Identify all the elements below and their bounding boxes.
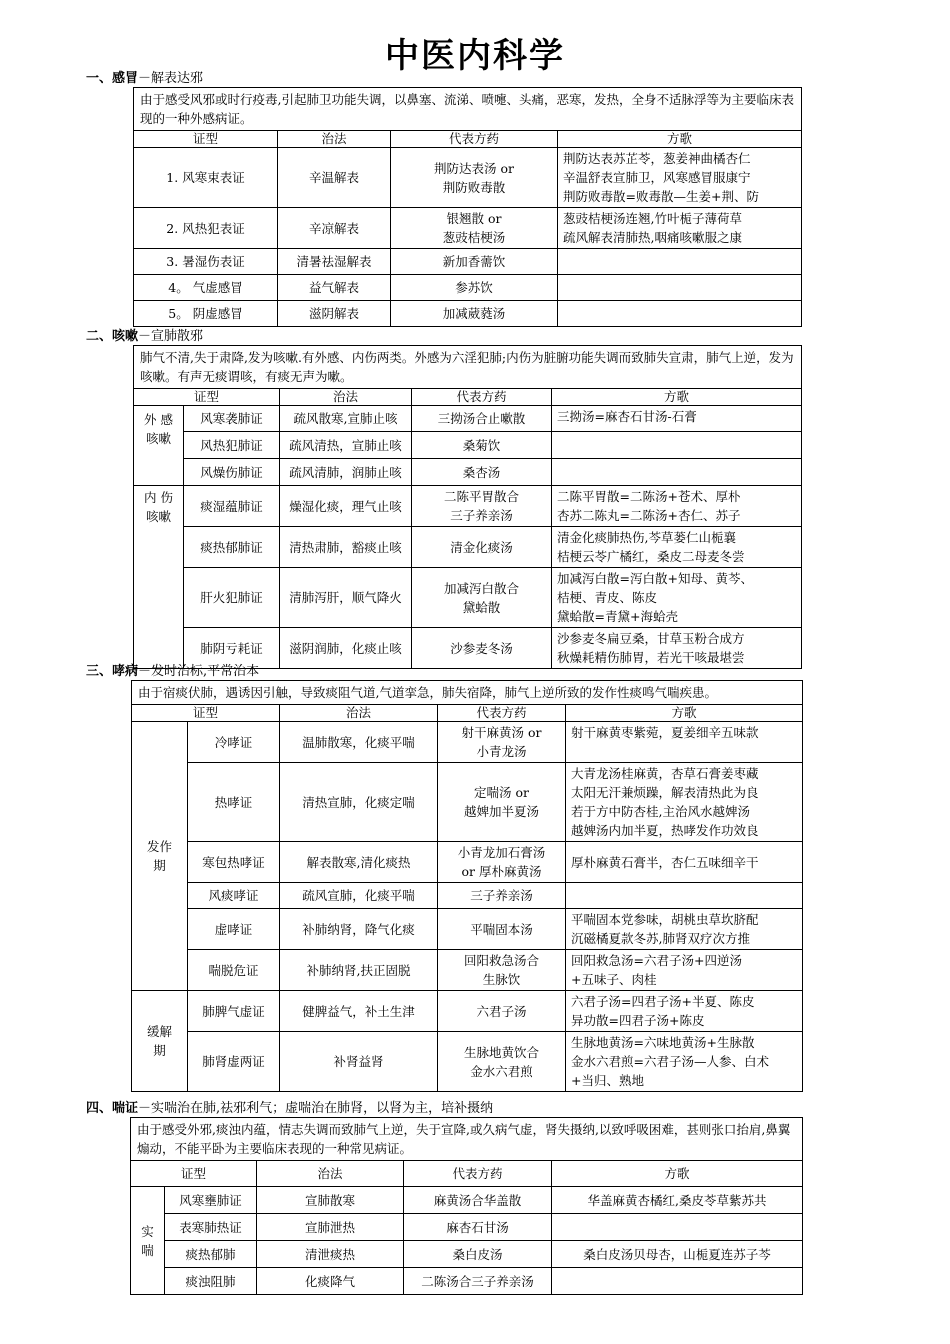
table-row: 肺阴亏耗证 滋阴润肺，化痰止咳 沙参麦冬汤 沙参麦冬扁豆桑，甘草玉粉合成方 秋燥耗精伤肺胃，若光干咳最堪尝 [134, 628, 802, 669]
header-cell: 证型 [132, 705, 280, 722]
table-row: 实 喘 风寒壅肺证 宣肺散寒 麻黄汤合华盖散 华盖麻黄杏橘红,桑皮苓草紫苏共 [131, 1187, 803, 1214]
group-label: 外 感 咳嗽 [134, 406, 184, 486]
table-row: 痰热郁肺证 清热肃肺，豁痰止咳 清金化痰汤 清金化痰肺热伤,芩草蒌仁山栀襄 桔梗云苓广橘红，桑皮二母麦冬尝 [134, 527, 802, 568]
header-cell: 方歌 [552, 389, 802, 406]
table-cough [133, 345, 802, 669]
header-cell: 证型 [134, 131, 278, 148]
section-heading: 一、感冒－解表达邪 [86, 71, 204, 86]
header-cell: 代表方药 [412, 389, 552, 406]
table-row: 风痰哮证 疏风宣肺，化痰平喘 三子养亲汤 [132, 883, 803, 909]
table-row: 3. 暑湿伤表证 清暑祛湿解表 新加香薷饮 [134, 249, 802, 275]
header-cell: 代表方药 [404, 1161, 552, 1187]
group-label: 缓解 期 [132, 991, 188, 1092]
table-row: 4。 气虚感冒 益气解表 参苏饮 [134, 275, 802, 301]
page-title: 中医内科学 [385, 36, 565, 76]
section-cough [86, 329, 802, 669]
table-row: 表寒肺热证 宣肺泄热 麻杏石甘汤 [131, 1214, 803, 1241]
table-cold [133, 87, 802, 327]
section-heading: 四、喘证－实喘治在肺,祛邪利气；虚喘治在肺肾，以肾为主，培补摄纳 [86, 1101, 494, 1116]
table-row: 2. 风热犯表证 辛凉解表 银翘散 or 葱豉桔梗汤 葱豉桔梗汤连翘,竹叶栀子薄荷草 疏风解表清肺热,咽痛咳嗽服之康 [134, 208, 802, 249]
section-cold [86, 71, 802, 327]
section-asthma [86, 664, 803, 1092]
group-label: 实 喘 [131, 1187, 165, 1295]
intro-text: 由于感受外邪,痰浊内蕴，情志失调而致肺气上逆，失于宣降,或久病气虚，肾失摄纳,以致呼吸困难，甚则张口抬肩,鼻翼煽动，不能平卧为主要临床表现的一种常见病证。 [131, 1118, 803, 1161]
table-row: 1. 风寒束表证 辛温解表 荆防达表汤 or 荆防败毒散 荆防达表苏芷苓，葱姜神曲橘杏仁 辛温舒表宣肺卫，风寒感冒服康宁 荆防败毒散=败毒散—生姜+荆、防 [134, 148, 802, 208]
table-row: 5。 阴虚感冒 滋阴解表 加减葳蕤汤 [134, 301, 802, 327]
header-cell: 代表方药 [391, 131, 558, 148]
table-row: 缓解 期 肺脾气虚证 健脾益气，补土生津 六君子汤 六君子汤=四君子汤+半夏、陈皮 异功散=四君子汤+陈皮 [132, 991, 803, 1032]
group-label: 内 伤 咳嗽 [134, 486, 184, 669]
header-cell: 治法 [280, 705, 438, 722]
section-heading: 二、咳嗽－宣肺散邪 [86, 329, 204, 344]
group-label: 发作 期 [132, 722, 188, 991]
table-row: 发作 期 冷哮证 温肺散寒，化痰平喘 射干麻黄汤 or 小青龙汤 射干麻黄枣紫菀，夏姜细辛五味款 [132, 722, 803, 763]
intro-text: 由于宿痰伏肺，遇诱因引触，导致痰阻气道,气道挛急，肺失宿降，肺气上逆所致的发作性痰鸣气喘疾患。 [132, 681, 803, 705]
section-heading: 三、哮病－发时治标,平常治本 [86, 664, 260, 679]
table-row: 热哮证 清热宣肺，化痰定喘 定喘汤 or 越婢加半夏汤 大青龙汤桂麻黄，杏草石膏姜枣藏 太阳无汗兼烦躁，解表清热此为良 若于方中防杏桂,主治风水越婢汤 越婢汤内加半夏，热哮发作功效良 [132, 763, 803, 842]
table-row: 风燥伤肺证 疏风清肺，润肺止咳 桑杏汤 [134, 459, 802, 486]
table-row: 肺肾虚两证 补肾益肾 生脉地黄饮合 金水六君煎 生脉地黄汤=六味地黄汤+生脉散 金水六君煎=六君子汤—人参、白术 +当归、熟地 [132, 1032, 803, 1092]
table-row: 痰热郁肺 清泄痰热 桑白皮汤 桑白皮汤贝母杏，山栀夏连苏子芩 [131, 1241, 803, 1268]
header-cell: 治法 [280, 389, 412, 406]
table-row: 内 伤 咳嗽 痰湿蕴肺证 燥湿化痰，理气止咳 二陈平胃散合 三子养亲汤 二陈平胃散=二陈汤+苍术、厚朴 杏苏二陈丸=二陈汤+杏仁、苏子 [134, 486, 802, 527]
table-row: 痰浊阻肺 化痰降气 二陈汤合三子养亲汤 [131, 1268, 803, 1295]
header-cell: 证型 [131, 1161, 257, 1187]
header-cell: 治法 [257, 1161, 404, 1187]
table-row: 风热犯肺证 疏风清热，宣肺止咳 桑菊饮 [134, 432, 802, 459]
intro-text: 肺气不清,失于肃降,发为咳嗽.有外感、内伤两类。外感为六淫犯肺;内伤为脏腑功能失调而致肺失宣肃，肺气上逆，发为咳嗽。有声无痰谓咳，有痰无声为嗽。 [134, 346, 802, 389]
header-cell: 方歌 [552, 1161, 803, 1187]
table-row: 寒包热哮证 解表散寒,清化痰热 小青龙加石膏汤 or 厚朴麻黄汤 厚朴麻黄石膏半，杏仁五味细辛干 [132, 842, 803, 883]
header-cell: 代表方药 [438, 705, 566, 722]
header-cell: 方歌 [558, 131, 802, 148]
table-row: 喘脱危证 补肺纳肾,扶正固脱 回阳救急汤合 生脉饮 回阳救急汤=六君子汤+四逆汤 +五味子、肉桂 [132, 950, 803, 991]
header-cell: 方歌 [566, 705, 803, 722]
header-cell: 证型 [134, 389, 280, 406]
table-row: 肝火犯肺证 清肺泻肝，顺气降火 加减泻白散合 黛蛤散 加减泻白散=泻白散+知母、黄芩、 桔梗、青皮、陈皮 黛蛤散=青黛+海蛤壳 [134, 568, 802, 628]
table-row: 虚哮证 补肺纳肾，降气化痰 平喘固本汤 平喘固本党参味，胡桃虫草坎脐配 沉磁橘夏款冬苏,肺肾双疗次方推 [132, 909, 803, 950]
table-asthma [131, 680, 803, 1092]
header-cell: 治法 [278, 131, 391, 148]
table-row: 外 感 咳嗽 风寒袭肺证 疏风散寒,宣肺止咳 三拗汤合止嗽散 三拗汤=麻杏石甘汤-石膏 [134, 406, 802, 432]
table-dyspnea [130, 1117, 803, 1295]
intro-text: 由于感受风邪或时行疫毒,引起肺卫功能失调，以鼻塞、流涕、喷嚏、头痛，恶寒，发热，全身不适脉浮等为主要临床表现的一种外感病证。 [134, 88, 802, 131]
section-dyspnea [86, 1101, 803, 1295]
